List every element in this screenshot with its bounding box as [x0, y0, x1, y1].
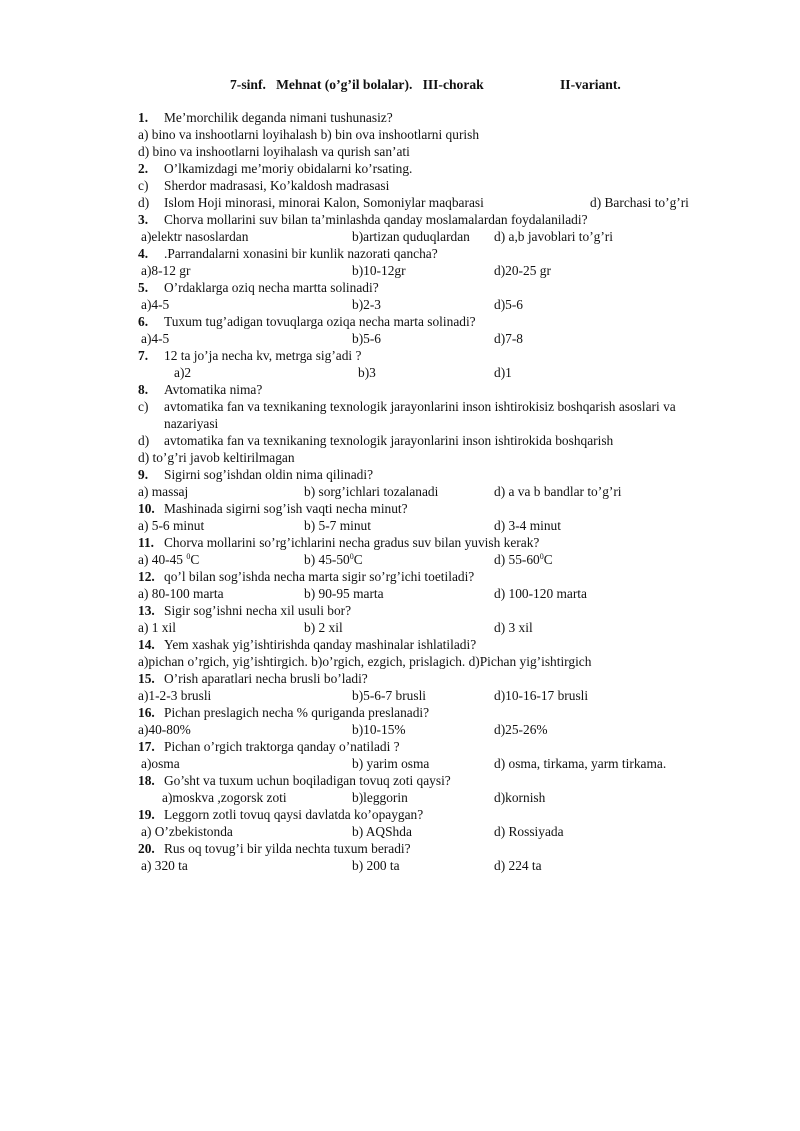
answer-row: [138, 687, 738, 704]
answer-b: b)3: [358, 365, 376, 380]
unit: C: [190, 552, 200, 567]
answer-row: [138, 755, 738, 772]
answer-d: d) Rossiyada: [494, 824, 564, 839]
answer-b: b)artizan quduqlardan: [352, 229, 470, 244]
answer-b: b)2-3: [352, 297, 382, 312]
question-16: [138, 704, 738, 721]
question-number: 8.: [138, 382, 149, 397]
question-text: Pichan o’rgich traktorga qanday o’natiladi ?: [164, 739, 400, 754]
degree-sup: 0: [186, 552, 191, 561]
question-15: [138, 670, 738, 687]
answer-value: d) 55-60: [494, 552, 540, 567]
answer-row: [138, 721, 738, 738]
question-text: Sigirni sog’ishdan oldin nima qilinadi?: [164, 467, 374, 482]
answer-d: d) 3-4 minut: [494, 518, 561, 533]
question-number: 19.: [138, 807, 155, 822]
question-text: O’rdaklarga oziq necha martta solinadi?: [164, 280, 379, 295]
question-text: Leggorn zotli tovuq qaysi davlatda ko’opaygan?: [164, 807, 424, 822]
answer-d: d)1: [494, 365, 512, 380]
answer-b: b)10-15%: [352, 722, 406, 737]
question-1: [138, 109, 738, 126]
question-18: [138, 772, 738, 789]
answer-d: d) a,b javoblari to’g’ri: [494, 229, 613, 244]
question-text: Sigir sog’ishni necha xil usuli bor?: [164, 603, 352, 618]
answer-c: [138, 398, 738, 432]
question-4: [138, 245, 738, 262]
answer-row: [138, 585, 738, 602]
question-text: Avtomatika nima?: [164, 382, 263, 397]
question-number: 18.: [138, 773, 155, 788]
answer-b: b) AQShda: [352, 824, 412, 839]
question-8: [138, 381, 738, 398]
answer-marker: c): [138, 178, 149, 193]
question-number: 3.: [138, 212, 149, 227]
question-text: Chorva mollarini suv bilan ta’minlashda qanday moslamalardan foydalaniladi?: [164, 212, 588, 227]
answer-a: a) 5-6 minut: [138, 518, 205, 533]
question-14: [138, 636, 738, 653]
answer-row: [138, 517, 738, 534]
answer-a: [138, 551, 199, 568]
answer-row: [138, 330, 738, 347]
questions-list: [138, 109, 738, 874]
answer-d: d)kornish: [494, 790, 546, 805]
answer-row: [138, 789, 738, 806]
answer-d: d) 100-120 marta: [494, 586, 587, 601]
answer-a: a) 320 ta: [141, 858, 188, 873]
answer-marker: d): [138, 195, 150, 210]
question-6: [138, 313, 738, 330]
title-variant: II-variant.: [560, 77, 621, 92]
answer-b: b)5-6: [352, 331, 382, 346]
question-text: Tuxum tug’adigan tovuqlarga oziqa necha marta solinadi?: [164, 314, 476, 329]
question-text: Pichan preslagich necha % quriganda preslanadi?: [164, 705, 430, 720]
question-number: 15.: [138, 671, 155, 686]
answer-b: b) yarim osma: [352, 756, 430, 771]
question-number: 11.: [138, 535, 154, 550]
answer-text: d) Barchasi to’g’ri: [590, 195, 689, 210]
question-text: Chorva mollarini so’rg’ichlarini necha gradus suv bilan yuvish kerak?: [164, 535, 540, 550]
answer-line: d) to’g’ri javob keltirilmagan: [138, 450, 295, 465]
answer-d: d) a va b bandlar to’g’ri: [494, 484, 622, 499]
title-subject: 7-sinf. Mehnat (o’g’il bolalar). III-chorak: [230, 77, 484, 92]
answer-line: a) bino va inshootlarni loyihalash b) bin ova inshootlarni qurish: [138, 127, 480, 142]
question-number: 4.: [138, 246, 149, 261]
question-17: [138, 738, 738, 755]
answer-text: Islom Hoji minorasi, minorai Kalon, Somoniylar maqbarasi: [164, 195, 484, 210]
answer-a: a)4-5: [141, 297, 170, 312]
question-text: Go’sht va tuxum uchun boqiladigan tovuq zoti qaysi?: [164, 773, 451, 788]
answer-b: [304, 551, 363, 568]
question-text: Rus oq tovug’i bir yilda nechta tuxum beradi?: [164, 841, 411, 856]
question-13: [138, 602, 738, 619]
answer-a: a)osma: [141, 756, 180, 771]
question-number: 1.: [138, 110, 149, 125]
question-number: 17.: [138, 739, 155, 754]
answer-row: [138, 483, 738, 500]
question-5: [138, 279, 738, 296]
question-text: qo’l bilan sog’ishda necha marta sigir so’rg’ichi toetiladi?: [164, 569, 475, 584]
answer-b: b) 5-7 minut: [304, 518, 371, 533]
answer-row: [138, 262, 738, 279]
answer-b: b)leggorin: [352, 790, 408, 805]
answer-d: d)10-16-17 brusli: [494, 688, 589, 703]
answer-line: d) bino va inshootlarni loyihalash va qurish san’ati: [138, 144, 410, 159]
answer-b: b)10-12gr: [352, 263, 406, 278]
answer-d: d)5-6: [494, 297, 524, 312]
question-text: Me’morchilik deganda nimani tushunasiz?: [164, 110, 393, 125]
answer-text: avtomatika fan va texnikaning texnologik jarayonlarini inson ishtirokida boshqarish: [164, 433, 614, 448]
question-3: [138, 211, 738, 228]
answer-row: [138, 364, 738, 381]
answer-row: [138, 823, 738, 840]
question-number: 13.: [138, 603, 155, 618]
answer-line: a)pichan o’rgich, yig’ishtirgich. b)o’rgich, ezgich, prislagich. d)Pichan yig’ishtirgich: [138, 654, 592, 669]
answer-row: [138, 619, 738, 636]
question-9: [138, 466, 738, 483]
answer-d: d) osma, tirkama, yarm tirkama.: [494, 756, 667, 771]
question-number: 12.: [138, 569, 155, 584]
question-number: 5.: [138, 280, 149, 295]
answer-a: a)40-80%: [138, 722, 191, 737]
answer-a: a)4-5: [141, 331, 170, 346]
answer-c: [138, 177, 738, 194]
answer-a: a)8-12 gr: [141, 263, 191, 278]
answer-a: a)2: [174, 365, 192, 380]
degree-sup: 0: [539, 552, 544, 561]
question-number: 7.: [138, 348, 149, 363]
answer-value: b) 45-50: [304, 552, 350, 567]
question-text: 12 ta jo’ja necha kv, metrga sig’adi ?: [164, 348, 362, 363]
question-text: Yem xashak yig’ishtirishda qanday mashinalar ishlatiladi?: [164, 637, 477, 652]
degree-sup: 0: [349, 552, 354, 561]
question-number: 14.: [138, 637, 155, 652]
answer-a: a)1-2-3 brusli: [138, 688, 212, 703]
answer-a: a) O’zbekistonda: [141, 824, 233, 839]
answer-b: b) 200 ta: [352, 858, 400, 873]
unit: C: [543, 552, 553, 567]
answer-row: [138, 857, 738, 874]
answer-d: d) 224 ta: [494, 858, 542, 873]
question-text: O’lkamizdagi me’moriy obidalarni ko’rsating.: [164, 161, 413, 176]
answer-text: Sherdor madrasasi, Ko’kaldosh madrasasi: [164, 178, 390, 193]
answer-d: [494, 551, 553, 568]
question-text: .Parrandalarni xonasini bir kunlik nazorati qancha?: [164, 246, 438, 261]
question-number: 16.: [138, 705, 155, 720]
question-number: 2.: [138, 161, 149, 176]
answer-d: d)20-25 gr: [494, 263, 551, 278]
question-12: [138, 568, 738, 585]
answer-marker: c): [138, 399, 149, 414]
question-7: [138, 347, 738, 364]
answer-row: [138, 551, 738, 568]
answer-d: d) 3 xil: [494, 620, 533, 635]
answer-a: a)elektr nasoslardan: [141, 229, 249, 244]
answer-b: b) 90-95 marta: [304, 586, 384, 601]
answer-marker: d): [138, 433, 150, 448]
answer-b: b)5-6-7 brusli: [352, 688, 427, 703]
answer-d: [138, 194, 738, 211]
question-text: O’rish aparatlari necha brusli bo’ladi?: [164, 671, 368, 686]
question-number: 9.: [138, 467, 149, 482]
answer-value: a) 40-45: [138, 552, 187, 567]
answer-row: [138, 228, 738, 245]
answer-a: a) 1 xil: [138, 620, 176, 635]
question-20: [138, 840, 738, 857]
answer-b: b) 2 xil: [304, 620, 343, 635]
answer-b: b) sorg’ichlari tozalanadi: [304, 484, 439, 499]
answer-d: d)25-26%: [494, 722, 548, 737]
question-number: 10.: [138, 501, 155, 516]
answer-d: d)7-8: [494, 331, 524, 346]
answer-row: [138, 296, 738, 313]
question-10: [138, 500, 738, 517]
question-number: 6.: [138, 314, 149, 329]
answer-a: a) 80-100 marta: [138, 586, 224, 601]
answer-a: a)moskva ,zogorsk zoti: [162, 790, 287, 805]
question-2: [138, 160, 738, 177]
question-number: 20.: [138, 841, 155, 856]
question-11: [138, 534, 738, 551]
question-text: Mashinada sigirni sog’ish vaqti necha minut?: [164, 501, 408, 516]
answer-a: a) massaj: [138, 484, 189, 499]
answer-text: avtomatika fan va texnikaning texnologik jarayonlarini inson ishtirokisiz boshqarish asoslari va nazariyasi: [164, 399, 676, 431]
answer-d: [138, 432, 738, 449]
unit: C: [353, 552, 363, 567]
question-19: [138, 806, 738, 823]
